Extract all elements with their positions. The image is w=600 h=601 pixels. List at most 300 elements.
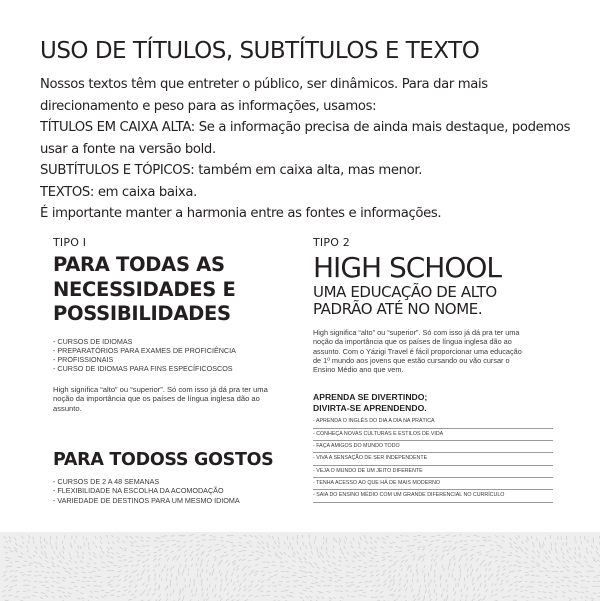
pattern-dash [233,582,235,585]
pattern-dash [532,597,534,598]
pattern-dash [290,592,293,593]
pattern-dash [298,585,302,586]
pattern-dash [83,577,87,578]
pattern-dash [512,571,514,572]
pattern-dash [9,595,13,596]
pattern-dash [35,567,37,568]
pattern-dash [262,541,264,543]
pattern-dash [344,546,345,549]
pattern-dash [9,566,12,567]
pattern-dash [215,558,217,560]
pattern-dash [443,542,446,543]
pattern-dash [257,589,260,591]
pattern-dash [15,543,17,546]
pattern-dash [497,578,499,581]
pattern-dash [9,540,11,542]
pattern-dash [148,570,149,572]
pattern-dash [497,545,500,546]
pattern-dash [6,541,8,543]
pattern-dash [4,547,7,549]
pattern-dash [432,554,434,556]
pattern-dash [351,596,354,597]
pattern-dash [503,569,505,570]
pattern-dash [467,558,468,560]
pattern-dash [510,553,512,554]
pattern-dash [484,585,485,588]
pattern-dash [22,575,25,576]
pattern-dash [470,565,472,568]
pattern-dash [130,542,133,544]
pattern-dash [251,581,253,583]
pattern-dash [269,576,272,577]
list-item: - CURSOS DE IDIOMAS [53,336,133,346]
pattern-dash [347,552,349,554]
pattern-dash [340,597,343,598]
pattern-dash [14,585,16,586]
pattern-dash [81,598,84,599]
pattern-dash [444,588,445,591]
pattern-dash [482,599,485,601]
pattern-dash [402,557,405,558]
list-item: - PROFISSIONAIS [53,355,114,365]
pattern-dash [190,541,192,542]
pattern-dash [586,591,588,592]
pattern-dash [161,545,164,546]
pattern-dash [232,554,235,555]
pattern-dash [201,553,203,556]
tipo2-column [313,236,553,503]
pattern-dash [362,576,365,577]
pattern-dash [248,567,250,568]
pattern-dash [284,542,285,544]
list-item: - VARIEDADE DE DESTINOS PARA UM MESMO IDIOMA [53,495,240,505]
pattern-dash [371,590,373,591]
pattern-dash [364,535,366,538]
pattern-dash [581,580,585,581]
pattern-dash [219,570,220,573]
pattern-dash [51,592,53,593]
pattern-dash [486,589,488,592]
pattern-dash [568,581,571,582]
pattern-dash [196,537,199,538]
pattern-dash [483,540,486,541]
pattern-dash [359,547,361,549]
pattern-dash [329,578,332,579]
pattern-dash [256,565,258,566]
pattern-dash [579,553,580,555]
pattern-dash [486,552,490,553]
pattern-dash [400,578,401,581]
pattern-dash [497,570,499,572]
pattern-dash [466,595,467,597]
pattern-dash [401,536,403,537]
pattern-dash [521,550,523,551]
pattern-dash [400,565,402,567]
pattern-dash [227,593,229,595]
pattern-dash [111,590,115,591]
pattern-dash [333,572,336,573]
pattern-dash [532,557,534,559]
pattern-dash [436,555,438,557]
pattern-dash [502,536,505,538]
pattern-dash [339,542,340,545]
pattern-dash [394,569,396,572]
pattern-dash [273,586,277,587]
pattern-dash [207,593,208,596]
pattern-dash [410,565,411,568]
pattern-dash [63,546,64,549]
pattern-dash [432,536,435,537]
pattern-dash [192,564,193,566]
pattern-dash [46,572,49,573]
pattern-dash [41,552,43,555]
pattern-dash [167,541,170,542]
pattern-dash [390,594,393,596]
pattern-dash [82,556,84,558]
pattern-dash [405,555,407,556]
pattern-dash [41,566,44,567]
pattern-dash [365,548,367,550]
pattern-dash [311,551,312,554]
pattern-dash [514,581,517,583]
pattern-dash [280,562,283,563]
tipo2-title: HIGH SCHOOL [313,251,502,284]
pattern-dash [563,552,564,555]
pattern-dash [407,580,408,583]
pattern-dash [249,541,251,542]
pattern-dash [516,589,519,590]
pattern-dash [436,598,437,600]
pattern-dash [89,558,91,560]
pattern-dash [180,565,181,568]
pattern-dash [3,596,6,597]
pattern-dash [27,597,30,598]
pattern-dash [495,557,498,558]
pattern-dash [124,590,127,591]
pattern-dash [446,549,449,551]
pattern-dash [56,546,57,550]
pattern-dash [478,594,480,597]
pattern-dash [118,571,121,572]
pattern-dash [557,567,560,568]
pattern-dash [69,560,71,562]
pattern-dash [340,538,341,542]
pattern-dash [489,540,491,541]
pattern-dash [6,560,9,561]
pattern-dash [399,551,402,552]
pattern-dash [258,580,260,581]
pattern-dash [45,556,47,559]
pattern-dash [128,600,132,601]
pattern-dash [543,561,545,563]
pattern-dash [449,541,451,542]
pattern-dash [309,563,312,565]
pattern-dash [569,591,572,592]
pattern-dash [212,564,213,567]
pattern-dash [159,564,160,566]
pattern-dash [495,560,497,561]
pattern-dash [59,596,61,598]
pattern-dash [90,592,93,593]
pattern-dash [135,585,137,588]
pattern-dash [491,574,493,577]
pattern-dash [371,558,374,559]
pattern-dash [134,541,136,542]
pattern-dash [473,583,474,585]
pattern-dash [52,565,55,567]
pattern-dash [237,580,238,582]
pattern-dash [249,590,251,592]
pattern-dash [237,576,238,578]
pattern-dash [460,569,461,572]
pattern-dash [178,549,181,551]
pattern-dash [258,542,261,544]
pattern-dash [532,567,535,568]
pattern-dash [501,589,504,591]
pattern-dash [411,570,412,573]
pattern-dash [33,555,35,556]
pattern-dash [110,547,112,549]
pattern-dash [544,597,546,598]
pattern-dash [184,550,187,552]
pattern-dash [239,542,241,543]
pattern-dash [558,560,560,562]
pattern-dash [563,561,565,563]
pattern-dash [369,566,373,567]
pattern-dash [155,573,156,576]
pattern-dash [509,565,512,566]
pattern-dash [418,558,420,561]
pattern-dash [374,551,376,552]
pattern-dash [380,596,383,597]
pattern-dash [147,537,150,538]
pattern-dash [81,567,84,568]
pattern-dash [262,547,264,549]
pattern-dash [333,563,336,565]
pattern-dash [237,569,239,571]
pattern-dash [274,541,276,544]
pattern-dash [202,593,203,596]
pattern-dash [453,556,455,558]
pattern-dash [245,600,248,601]
pattern-dash [382,538,385,540]
pattern-dash [533,542,534,544]
pattern-dash [10,576,13,577]
pattern-dash [293,555,295,557]
section2-bullet-list [53,477,240,505]
pattern-dash [118,591,120,592]
pattern-dash [467,587,468,590]
pattern-dash [68,573,71,574]
pattern-dash [480,563,482,565]
pattern-dash [15,571,18,572]
pattern-dash [57,565,60,566]
pattern-dash [401,560,404,562]
pattern-dash [556,557,558,559]
pattern-dash [80,546,81,548]
pattern-dash [288,546,289,548]
pattern-dash [177,558,178,560]
pattern-dash [303,576,306,577]
pattern-dash [255,571,258,573]
pattern-dash [335,576,338,577]
pattern-dash [207,564,208,566]
pattern-dash [555,591,557,592]
pattern-dash [543,568,546,569]
pattern-dash [576,591,580,592]
pattern-dash [224,552,226,553]
pattern-dash [495,584,497,586]
pattern-dash [41,571,44,572]
pattern-dash [138,579,140,581]
pattern-dash [388,575,390,578]
pattern-dash [70,557,72,559]
pattern-dash [482,560,485,562]
pattern-dash [122,595,125,596]
pattern-dash [190,554,192,556]
pattern-dash [363,571,366,572]
pattern-dash [446,535,449,536]
pattern-dash [110,586,112,587]
pattern-dash [215,550,218,551]
pattern-dash [518,570,521,571]
pattern-dash [201,545,204,546]
pattern-dash [434,559,435,561]
pattern-dash [394,590,396,592]
pattern-dash [546,571,550,572]
pattern-dash [5,585,8,587]
pattern-dash [516,547,519,549]
pattern-dash [250,535,252,537]
pattern-dash [527,537,529,540]
pattern-dash [333,546,334,549]
pattern-dash [473,546,475,547]
tipo2-paragraph: High significa “alto” ou “superior”. Só com isso já dá pra ter uma noção da importância que os países de língua inglesa dão ao assunto. Com o Yázigi Travel é fácil proporcionar uma educação de 1º mundo aos jovens que estão cursando ou vão cursar o Ensino Médio ano que vem. [313,328,522,375]
pattern-dash [225,560,228,562]
pattern-dash [411,552,414,553]
pattern-dash [323,567,326,569]
pattern-dash [285,590,289,591]
pattern-dash [14,576,17,577]
pattern-dash [219,562,221,565]
pattern-dash [68,593,71,594]
pattern-dash [218,549,220,550]
pattern-dash [363,593,366,594]
pattern-dash [419,589,420,592]
pattern-dash [273,547,275,549]
pattern-dash [371,548,374,550]
pattern-dash [225,555,228,557]
pattern-dash [222,545,224,546]
pattern-dash [485,580,486,582]
pattern-dash [290,543,291,546]
pattern-dash [167,568,168,571]
pattern-dash [596,547,598,550]
pattern-dash [327,591,330,592]
pattern-dash [575,552,576,555]
pattern-dash [429,590,430,593]
pattern-dash [248,560,251,561]
pattern-dash [465,553,468,555]
pattern-dash [107,547,109,550]
pattern-dash [108,585,111,586]
pattern-dash [389,547,393,548]
pattern-dash [62,581,65,582]
pattern-dash [579,547,580,550]
pattern-dash [303,582,306,583]
pattern-dash [315,578,318,579]
pattern-dash [390,579,392,582]
pattern-dash [377,580,379,582]
pattern-dash [329,565,331,566]
pattern-dash [569,598,572,600]
pattern-dash [94,552,96,554]
pattern-dash [190,535,194,536]
pattern-dash [249,573,251,575]
pattern-dash [423,598,425,601]
pattern-dash [491,595,493,597]
pattern-dash [484,596,486,598]
pattern-dash [413,574,414,577]
pattern-dash [593,560,596,562]
pattern-dash [209,550,212,552]
pattern-dash [554,596,556,597]
pattern-dash [216,544,219,545]
pattern-dash [40,541,41,544]
pattern-dash [275,555,278,557]
pattern-dash [418,593,420,596]
pattern-dash [556,551,557,553]
pattern-dash [522,542,524,544]
pattern-dash [220,588,221,591]
pattern-dash [375,566,377,567]
pattern-dash [136,536,138,537]
pattern-dash [406,574,407,577]
pattern-dash [140,593,143,595]
pattern-dash [578,572,581,573]
pattern-dash [446,598,448,601]
pattern-dash [268,550,271,552]
pattern-dash [68,596,70,597]
pattern-dash [561,580,564,581]
pattern-dash [154,552,157,553]
pattern-dash [51,586,54,587]
pattern-dash [237,565,239,567]
pattern-dash [278,541,279,544]
pattern-dash [480,583,481,586]
pattern-dash [498,566,500,567]
pattern-dash [317,585,321,586]
pattern-dash [183,588,184,591]
pattern-dash [567,550,568,553]
pattern-dash [335,591,338,592]
pattern-dash [122,541,124,543]
pattern-dash [267,591,271,592]
pattern-dash [257,547,259,548]
pattern-dash [574,577,577,578]
pattern-dash [399,589,401,592]
pattern-dash [100,556,102,558]
pattern-dash [548,556,550,558]
pattern-dash [526,557,528,558]
pattern-dash [184,542,186,543]
pattern-dash [93,542,94,544]
pattern-dash [293,560,296,562]
pattern-dash [221,555,224,557]
pattern-dash [124,550,126,551]
pattern-dash [214,556,216,558]
pattern-dash [375,597,378,598]
